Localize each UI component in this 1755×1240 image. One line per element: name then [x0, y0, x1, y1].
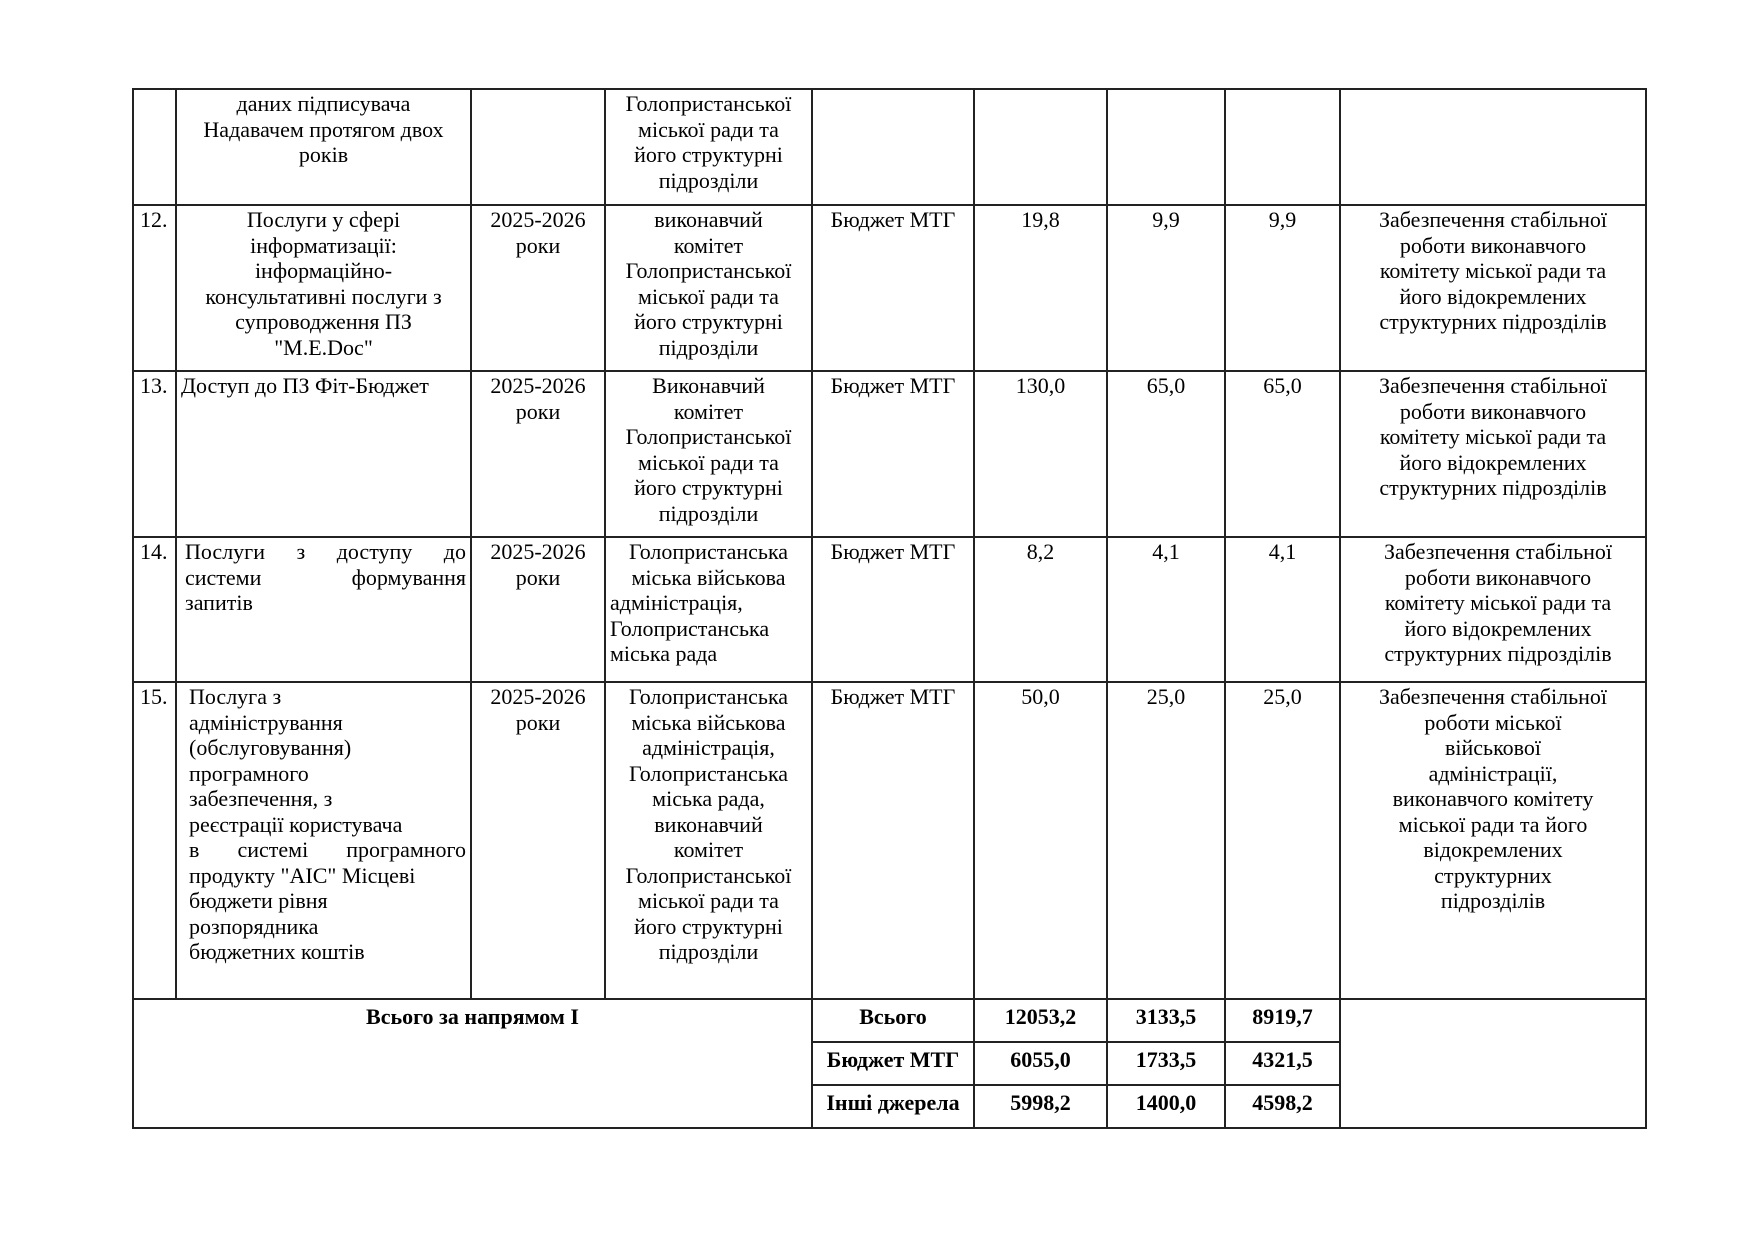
executor-line: його структурні — [634, 913, 783, 939]
executor-line: комітет — [673, 398, 744, 424]
cell-result — [1340, 682, 1646, 999]
executor-line: виконавчий — [654, 811, 763, 837]
cell-name — [176, 89, 471, 205]
totals-result — [1340, 999, 1646, 1128]
executor-line: Голопристанської — [625, 91, 792, 116]
cell-year1 — [1107, 89, 1225, 205]
word: системи — [185, 564, 262, 590]
cell-name — [176, 205, 471, 371]
name-line: програмного — [189, 760, 309, 786]
totals-source: Бюджет МТГ — [812, 1042, 974, 1085]
result-line: підрозділів — [1440, 888, 1546, 913]
name-line: Надавачем протягом двох — [203, 116, 444, 142]
name-line: розпорядника — [189, 913, 319, 939]
executor-line: виконавчий — [654, 207, 763, 232]
name-line: супроводження ПЗ — [235, 309, 412, 334]
executor-line: Голопристанська — [610, 615, 770, 641]
result-line: Забезпечення стабільної — [1383, 539, 1612, 564]
result-line: військової — [1445, 735, 1541, 760]
totals-year2: 4598,2 — [1225, 1085, 1340, 1128]
table-row-continued — [133, 89, 1646, 205]
totals-label: Всього за напрямом І — [133, 999, 812, 1128]
cell-total: 8,2 — [974, 537, 1107, 682]
totals-total: 12053,2 — [974, 999, 1107, 1042]
term-line: 2025-2026 — [490, 684, 586, 709]
result-line: його відокремлених — [1399, 449, 1587, 475]
executor-line: його структурні — [634, 309, 783, 334]
result-line: комітету міської ради та — [1384, 590, 1612, 615]
executor-line: комітет — [673, 837, 744, 862]
executor-line: міська військова — [631, 709, 786, 735]
result-line: роботи міської — [1424, 709, 1562, 735]
result-line: Забезпечення стабільної — [1378, 373, 1607, 398]
cell-number: 15. — [133, 682, 176, 999]
name-line: Доступ до ПЗ Фіт-Бюджет — [181, 373, 429, 398]
term-line: роки — [515, 564, 561, 590]
executor-line: міська рада — [610, 641, 718, 666]
executor-line: міської ради та — [638, 116, 779, 142]
cell-year2: 9,9 — [1225, 205, 1340, 371]
term-line: 2025-2026 — [490, 373, 586, 398]
result-line: структурних — [1434, 862, 1552, 888]
word: доступу — [336, 539, 413, 564]
table-row-12 — [133, 205, 1646, 371]
cell-term — [471, 371, 605, 537]
name-line: бюджетних коштів — [189, 939, 365, 964]
term-line: 2025-2026 — [490, 207, 586, 232]
executor-line: міська військова — [631, 564, 786, 590]
name-line: (обслуговування) — [189, 735, 352, 760]
name-line: Послуга з — [189, 684, 282, 709]
totals-row-all — [133, 999, 1646, 1042]
cell-result — [1340, 89, 1646, 205]
cell-total: 19,8 — [974, 205, 1107, 371]
cell-number: 12. — [133, 205, 176, 371]
executor-line: Голопристанська — [628, 760, 789, 786]
name-line: Послуги у сфері — [246, 207, 401, 232]
name-line: інформатизації: — [250, 232, 397, 258]
term-line: роки — [515, 232, 561, 258]
result-line: структурних підрозділів — [1379, 309, 1607, 334]
totals-source: Інші джерела — [812, 1085, 974, 1128]
cell-year1: 9,9 — [1107, 205, 1225, 371]
executor-line: підрозділи — [658, 334, 759, 360]
word: з — [296, 539, 306, 564]
name-line — [185, 565, 466, 591]
table-row-14 — [133, 537, 1646, 682]
cell-executor — [605, 89, 812, 205]
executor-line: Голопристанська — [628, 539, 789, 564]
name-line: даних підписувача — [236, 91, 411, 116]
cell-number: 14. — [133, 537, 176, 682]
result-line: роботи виконавчого — [1404, 564, 1592, 590]
executor-line: Голопристанської — [625, 258, 792, 283]
totals-source: Всього — [812, 999, 974, 1042]
cell-name — [176, 537, 471, 682]
cell-year2: 65,0 — [1225, 371, 1340, 537]
name-line — [185, 539, 466, 565]
executor-line: Голопристанської — [625, 862, 792, 888]
result-line: роботи виконавчого — [1399, 398, 1587, 424]
word: формування — [351, 564, 466, 590]
cell-number: 13. — [133, 371, 176, 537]
cell-executor — [605, 682, 812, 999]
cell-source: Бюджет МТГ — [812, 371, 974, 537]
term-line: роки — [515, 709, 561, 735]
word: в — [189, 837, 200, 862]
executor-line: міської ради та — [638, 449, 779, 475]
table-row-13 — [133, 371, 1646, 537]
name-line: реєстрації користувача — [189, 811, 403, 837]
result-line: його відокремлених — [1404, 615, 1592, 641]
result-line: адміністрації, — [1428, 760, 1558, 786]
executor-line: його структурні — [634, 475, 783, 500]
name-line: консультативні послуги з — [205, 283, 442, 309]
name-line: забезпечення, з — [189, 786, 333, 811]
totals-total: 6055,0 — [974, 1042, 1107, 1085]
cell-total — [974, 89, 1107, 205]
result-line: міської ради та його — [1398, 811, 1588, 837]
program-measures-table — [132, 88, 1647, 1129]
result-line: виконавчого комітету — [1392, 786, 1594, 811]
result-line: відокремлених — [1423, 837, 1563, 862]
cell-term — [471, 537, 605, 682]
totals-year2: 8919,7 — [1225, 999, 1340, 1042]
cell-year1: 65,0 — [1107, 371, 1225, 537]
term-line: 2025-2026 — [490, 539, 586, 564]
executor-line: адміністрація, — [610, 590, 743, 615]
executor-line: Голопристанської — [625, 424, 792, 449]
cell-name — [176, 371, 471, 537]
cell-executor — [605, 537, 812, 682]
name-line: "M.E.Doc" — [274, 334, 373, 360]
cell-source: Бюджет МТГ — [812, 682, 974, 999]
cell-total: 50,0 — [974, 682, 1107, 999]
cell-term — [471, 682, 605, 999]
executor-line: його структурні — [634, 142, 783, 167]
name-line: запитів — [185, 590, 253, 615]
result-line: роботи виконавчого — [1399, 232, 1587, 258]
result-line: структурних підрозділів — [1384, 641, 1612, 666]
table-row-15 — [133, 682, 1646, 999]
totals-year1: 1733,5 — [1107, 1042, 1225, 1085]
executor-line: підрозділи — [658, 167, 759, 193]
cell-result — [1340, 205, 1646, 371]
word: Послуги — [185, 539, 265, 564]
cell-source: Бюджет МТГ — [812, 537, 974, 682]
cell-year1: 25,0 — [1107, 682, 1225, 999]
cell-year2 — [1225, 89, 1340, 205]
totals-year1: 1400,0 — [1107, 1085, 1225, 1128]
cell-result — [1340, 537, 1646, 682]
cell-total: 130,0 — [974, 371, 1107, 537]
name-line: продукту "АІС" Місцеві — [189, 862, 416, 888]
name-line: бюджети рівня — [189, 888, 328, 913]
name-line: років — [298, 142, 349, 167]
result-line: комітету міської ради та — [1379, 424, 1607, 449]
result-line: Забезпечення стабільної — [1378, 684, 1607, 709]
executor-line: підрозділи — [658, 500, 759, 526]
totals-total: 5998,2 — [974, 1085, 1107, 1128]
executor-line: Виконавчий — [652, 373, 765, 398]
executor-line: міської ради та — [638, 283, 779, 309]
cell-source: Бюджет МТГ — [812, 205, 974, 371]
cell-year2: 4,1 — [1225, 537, 1340, 682]
word: програмного — [346, 837, 466, 862]
cell-source — [812, 89, 974, 205]
cell-year1: 4,1 — [1107, 537, 1225, 682]
executor-line: підрозділи — [658, 939, 759, 964]
name-line — [189, 837, 466, 863]
cell-executor — [605, 371, 812, 537]
totals-year2: 4321,5 — [1225, 1042, 1340, 1085]
executor-line: міська рада, — [652, 786, 765, 811]
result-line: Забезпечення стабільної — [1378, 207, 1607, 232]
result-line: комітету міської ради та — [1379, 258, 1607, 283]
word: системі — [237, 837, 309, 862]
cell-executor — [605, 205, 812, 371]
executor-line: адміністрація, — [642, 735, 775, 760]
cell-name — [176, 682, 471, 999]
cell-term — [471, 89, 605, 205]
name-line: інформаційно- — [254, 258, 393, 283]
term-line: роки — [515, 398, 561, 424]
executor-line: комітет — [673, 232, 744, 258]
executor-line: міської ради та — [638, 888, 779, 913]
totals-year1: 3133,5 — [1107, 999, 1225, 1042]
executor-line: Голопристанська — [628, 684, 789, 709]
name-line: адміністрування — [189, 709, 343, 735]
cell-term — [471, 205, 605, 371]
cell-result — [1340, 371, 1646, 537]
result-line: структурних підрозділів — [1379, 475, 1607, 500]
cell-year2: 25,0 — [1225, 682, 1340, 999]
result-line: його відокремлених — [1399, 283, 1587, 309]
cell-number — [133, 89, 176, 205]
word: до — [443, 539, 466, 564]
